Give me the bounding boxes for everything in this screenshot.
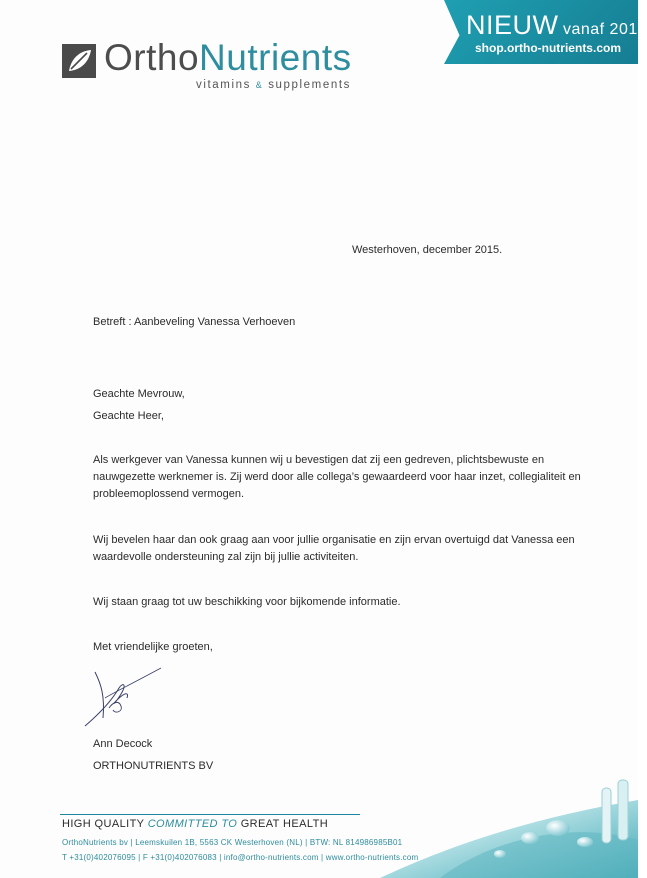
footer-address: OrthoNutrients bv | Leemskuilen 1B, 5563 CK Westerhoven (NL) | BTW: NL 814986985B01 <box>62 838 403 847</box>
paragraph-1-line1: Als werkgever van Vanessa kunnen wij u bevestigen dat zij een gedreven, plichtsbewuste en <box>93 454 545 466</box>
paragraph-3: Wij staan graag tot uw beschikking voor bijkomende informatie. <box>93 596 401 608</box>
slogan-part2: COMMITTED TO <box>147 818 238 830</box>
signer-name: Ann Decock <box>93 738 153 750</box>
brand-name-part1: Ortho <box>104 37 200 78</box>
place-date: Westerhoven, december 2015. <box>352 244 503 256</box>
paragraph-1-line2: nauwgezette werknemer is. Zij werd door alle collega’s gewaardeerd voor haar inzet, collegialiteit en <box>93 471 581 483</box>
footer-slogan <box>62 818 328 830</box>
paragraph-2-line2: waardevolle ondersteuning zal zijn bij jullie activiteiten. <box>93 551 359 563</box>
water-droplets-leaf-art <box>380 780 638 878</box>
tagline-part2: supplements <box>268 79 351 91</box>
footer-contact: T +31(0)402076095 | F +31(0)402076083 | info@ortho-nutrients.com | www.ortho-nutrients.com <box>62 853 419 862</box>
brand-name <box>104 36 352 80</box>
signer-company: ORTHONUTRIENTS BV <box>93 760 214 772</box>
banner-headline-main: NIEUW <box>466 10 559 40</box>
banner-url: shop.ortho-nutrients.com <box>475 41 621 55</box>
paragraph-2-line1: Wij bevelen haar dan ook graag aan voor jullie organisatie en zijn ervan overtuigd dat Vanessa een <box>93 534 575 546</box>
banner-headline-sub: vanaf 2015 <box>562 21 647 38</box>
signature-drawing <box>75 662 165 734</box>
paragraph-1-line3: probleemoplossend vermogen. <box>93 488 245 500</box>
tagline-part1: vitamins <box>196 79 251 91</box>
salutation-2: Geachte Heer, <box>93 410 164 422</box>
leaf-square-icon <box>62 44 96 78</box>
tagline-amp: & <box>255 80 264 90</box>
subject-line: Betreft : Aanbeveling Vanessa Verhoeven <box>93 316 296 328</box>
brand-tagline <box>196 79 351 91</box>
brand-logo <box>62 38 362 98</box>
footer-divider <box>60 814 360 815</box>
brand-name-part2: Nutrients <box>199 37 352 78</box>
slogan-part3: GREAT HEALTH <box>240 818 329 830</box>
salutation-1: Geachte Mevrouw, <box>93 388 185 400</box>
slogan-part1: HIGH QUALITY <box>62 818 145 830</box>
closing: Met vriendelijke groeten, <box>93 641 213 653</box>
banner-headline <box>466 10 647 41</box>
